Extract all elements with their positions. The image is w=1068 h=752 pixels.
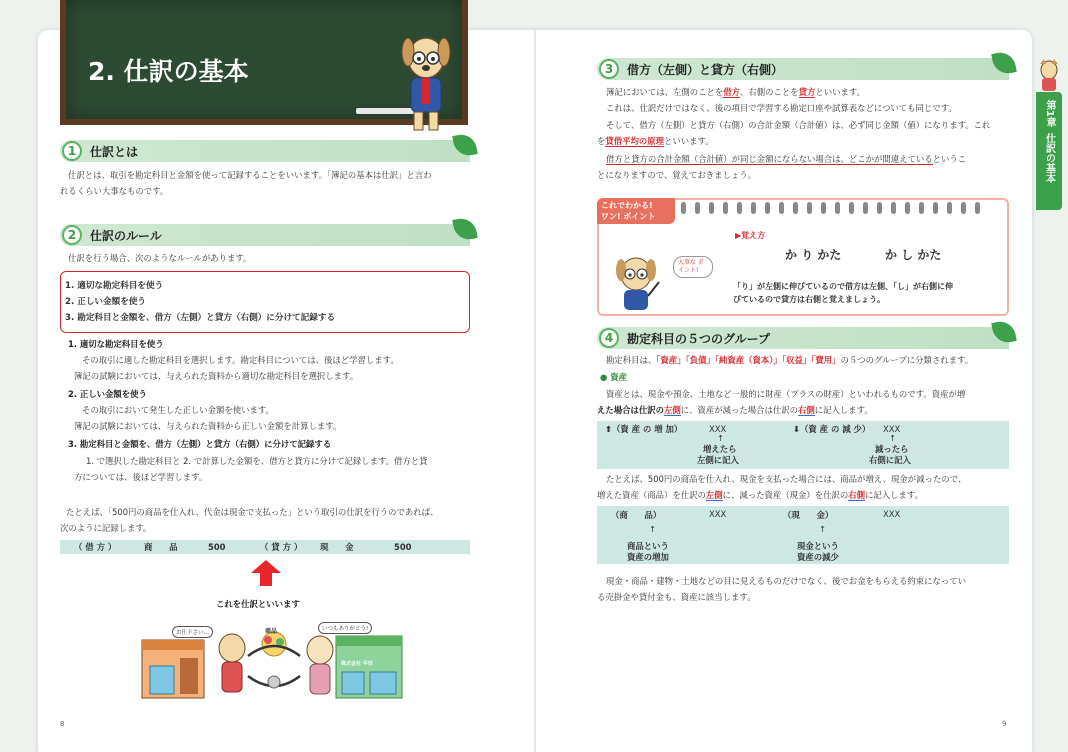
dog-teacher-mascot <box>398 30 454 134</box>
page-number-right: 9 <box>1002 720 1007 728</box>
cash-value: XXX <box>883 509 901 519</box>
text-run: に、減った資産（現金）を仕訳の <box>722 490 849 500</box>
section-3-head <box>597 58 1009 80</box>
section-1-line-1: 仕訳とは、取引を勘定科目と金額を使って記録することをいいます。「簿記の基本は仕訳」と言わ <box>68 170 432 180</box>
credit-label: （ 貸 方 ） <box>260 542 303 552</box>
kashi-kata: か し かた <box>885 248 942 262</box>
increase-value: XXX <box>709 424 727 434</box>
asset-example-line-2 <box>597 488 923 503</box>
text-run: を <box>597 136 606 146</box>
section-number: 4 <box>599 328 619 348</box>
text-run: に記入します。 <box>814 405 873 415</box>
rule-3-line-2: 方については、後ほど学習します。 <box>74 472 208 482</box>
goods-label: （商 品） <box>611 510 662 520</box>
cash-note-1: 現金という <box>797 541 839 551</box>
rule-1-line-1: その取引に適した勘定科目を選択します。勘定科目については、後ほど学習します。 <box>82 355 399 365</box>
increase-label: ⬆（資 産 の 増 加） <box>605 424 683 434</box>
cash-label: （現 金） <box>783 510 834 520</box>
credit-account: 現 金 <box>320 542 354 552</box>
arrow-icon: ↑ <box>819 524 827 534</box>
dog-pointing-mascot <box>611 252 661 312</box>
section-title: 勘定科目の５つのグループ <box>627 331 771 346</box>
text-run: 、右側のことを <box>740 87 799 97</box>
rule-item: 2. 正しい金額を使う <box>65 297 146 307</box>
section-1-line-2: れるくらい大事なものです。 <box>60 186 169 196</box>
speech-bubble-left: お仕下さい… <box>172 626 213 638</box>
point-desc-line-2: びているので貸方は右側と覚えましょう。 <box>733 295 885 304</box>
asset-tail-line-1: 現金・商品・建物・土地などの目に見えるものだけでなく、後でお金をもらえる約束になってい <box>606 576 966 586</box>
arrow-icon: ↑ <box>649 524 657 534</box>
keyword-right: 右側 <box>848 490 865 500</box>
section-number: 1 <box>62 141 82 161</box>
memo-title: ▶覚え方 <box>735 231 766 240</box>
decrease-note-2: 右側に記入 <box>869 455 911 465</box>
text-run: といいます。 <box>815 87 865 97</box>
section-4-head <box>597 327 1009 349</box>
goods-cash-band <box>597 506 1009 564</box>
side-tab-chapter: 第1章 <box>1044 100 1055 127</box>
rules-box <box>60 271 470 333</box>
goods-value: XXX <box>709 509 727 519</box>
section-3-line-5 <box>606 152 966 167</box>
point-description <box>733 280 953 306</box>
debit-amount: 500 <box>208 542 226 552</box>
underlined-text: 借方と貸方の合計金額（合計値）が同じ金額にならない場合は、どこかが間違えている <box>606 154 933 164</box>
caption: これを仕訳といいます <box>216 599 300 609</box>
text-run: といいます。 <box>664 136 714 146</box>
kari-kata: か り かた <box>785 248 842 262</box>
increase-note-1: 増えたら <box>703 444 737 454</box>
keyword-left: 左側 <box>705 490 723 500</box>
asset-example-line-1: たとえば、500円の商品を仕入れ、現金を支払った場合には、商品が増え、現金が減ったので、 <box>606 474 967 484</box>
asset-line-1: 資産とは、現金や預金、土地など一般的に財産（プラスの財産）といわれるものです。資産が増 <box>606 389 966 399</box>
point-desc-line-1: 「り」が左側に伸びているので借方は左側、「し」が右側に伸 <box>733 282 953 291</box>
section-3-line-2: これは、仕訳だけではなく、後の項目で学習する勘定口座や試算表などについても同じです。 <box>606 103 957 113</box>
credit-amount: 500 <box>394 542 412 552</box>
goods-label: 商品 <box>265 628 278 635</box>
speech-bubble-right: いつもありがとう! <box>318 622 372 634</box>
shop-sign-right: 株式会社 平田 <box>341 661 373 667</box>
keyword-debit: 借方 <box>723 87 740 97</box>
keyword-credit: 貸方 <box>798 87 816 97</box>
chapter-title: 2. 仕訳の基本 <box>88 57 249 86</box>
gutter <box>534 30 536 752</box>
section-title: 仕訳のルール <box>90 228 162 243</box>
arrow-icon: ↑ <box>717 433 725 443</box>
section-3-line-4 <box>597 134 714 149</box>
section-2-head <box>60 224 470 246</box>
text-run: えた場合は仕訳の <box>597 405 664 415</box>
decrease-label: ⬇（資 産 の 減 少） <box>793 424 871 434</box>
asset-head: ● 資産 <box>600 372 627 382</box>
section-title: 仕訳とは <box>90 144 139 159</box>
point-bubble: 大事な ポイント! <box>673 256 713 278</box>
section-title: 借方（左側）と貸方（右側） <box>627 62 784 77</box>
keyword-principle: 貸借平均の原理 <box>605 136 664 146</box>
section-number: 2 <box>62 225 82 245</box>
text-run: に、資産が減った場合は仕訳の <box>680 405 798 415</box>
section-number: 3 <box>599 59 619 79</box>
rule-2-line-1: その取引において発生した正しい金額を使います。 <box>82 405 274 415</box>
debit-account: 商 品 <box>144 542 178 552</box>
keyword-left: 左側 <box>664 405 681 415</box>
text-run: に記入します。 <box>865 490 923 500</box>
journal-entry-band <box>60 540 470 554</box>
section-1-head <box>60 140 470 162</box>
cash-note-2: 資産の減少 <box>797 552 839 562</box>
rule-2-head: 2. 正しい金額を使う <box>68 389 147 399</box>
goods-note-1: 商品という <box>627 541 669 551</box>
rule-3-line-1: 1. で選択した勘定科目と 2. で計算した金額を、借方と貸方に分けて記録します。借方と貸 <box>86 456 428 466</box>
text-run: 勘定科目は、 <box>606 355 657 365</box>
arrow-icon: ↑ <box>889 433 897 443</box>
increase-note-2: 左側に記入 <box>697 455 739 465</box>
point-tag-line-2: ワン! ポイント <box>601 212 656 221</box>
point-tag <box>597 198 675 224</box>
decrease-value: XXX <box>883 424 901 434</box>
rule-item: 1. 適切な勘定科目を使う <box>65 281 164 291</box>
section-3-line-1 <box>606 85 865 100</box>
keyword-right: 右側 <box>798 405 815 415</box>
rule-1-head: 1. 適切な勘定科目を使う <box>68 339 164 349</box>
notebook-rings <box>681 202 980 214</box>
one-point-box <box>597 198 1009 316</box>
section-3-line-6: とになりますので、覚えておきましょう。 <box>597 170 756 180</box>
text-run: 増えた資産（商品）を仕訳の <box>597 490 706 500</box>
red-up-arrow-icon <box>251 560 281 586</box>
text-run: 簿記においては、左側のことを <box>606 87 724 97</box>
text-run: の５つのグループに分類されます。 <box>840 355 974 365</box>
rule-3-head: 3. 勘定科目と金額を、借方（左側）と貸方（右側）に分けて記録する <box>68 439 332 449</box>
decrease-note-1: 減ったら <box>875 444 909 454</box>
rule-1-line-2: 簿記の試験においては、与えられた資料から適切な勘定科目を選択します。 <box>74 371 359 381</box>
side-tab-title: 仕訳の基本 <box>1043 132 1055 183</box>
asset-increase-decrease-band <box>597 421 1009 469</box>
section-4-intro <box>606 353 973 368</box>
section-2-intro: 仕訳を行う場合、次のようなルールがあります。 <box>68 253 252 263</box>
example-line-2: 次のように記録します。 <box>60 523 152 533</box>
goods-note-2: 資産の増加 <box>627 552 669 562</box>
rule-item: 3. 勘定科目と金額を、借方（左側）と貸方（右側）に分けて記録する <box>65 313 336 323</box>
rule-2-line-2: 簿記の試験においては、与えられた資料から正しい金額を計算します。 <box>74 421 342 431</box>
point-tag-line-1: これでわかる! <box>601 201 653 210</box>
example-line-1: たとえば、「500円の商品を仕入れ、代金は現金で支払った」という取引の仕訳を行うのであれば、 <box>66 507 439 517</box>
chapter-side-tab[interactable] <box>1036 92 1062 210</box>
five-groups: 「資産」「負債」「純資産（資本）」「収益」「費用」 <box>656 355 841 365</box>
text-run: というこ <box>932 154 967 164</box>
debit-label: （ 借 方 ） <box>74 542 117 552</box>
section-3-line-3: そして、借方（左側）と貸方（右側）の合計金額（合計値）は、必ず同じ金額（値）になります。これ <box>606 120 991 130</box>
asset-line-2 <box>597 403 873 418</box>
page-number-left: 8 <box>60 720 65 728</box>
asset-tail-line-2: る売掛金や貸付金も、資産に該当します。 <box>597 592 756 602</box>
side-tab-mascot <box>1036 58 1062 92</box>
